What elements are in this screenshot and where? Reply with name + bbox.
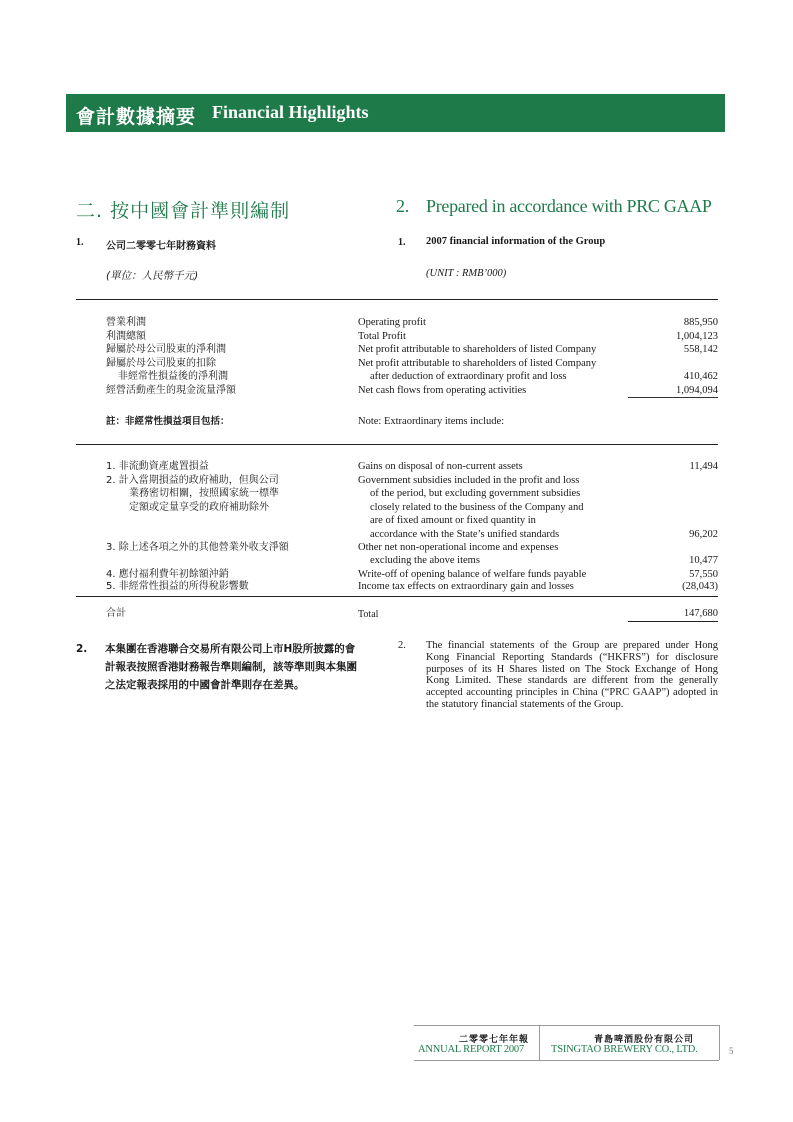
- note2-number-cn: 2.: [76, 643, 88, 655]
- total-value: 147,680: [628, 607, 718, 622]
- item-value: 96,202: [689, 528, 718, 540]
- main-row-label-en: after deduction of extraordinary profit and loss: [370, 371, 567, 382]
- total-label-cn: 合計: [106, 608, 126, 619]
- items-bottom-rule: [76, 596, 718, 597]
- item-label-en: Write-off of opening balance of welfare funds payable: [358, 568, 587, 580]
- main-row-label-cn: 營業利潤: [106, 317, 146, 328]
- section-title-en-text: Prepared in accordance with PRC GAAP: [426, 196, 712, 216]
- item-value: (28,043): [682, 581, 718, 592]
- section-title-en: [396, 196, 712, 217]
- page-number: 5: [729, 1046, 734, 1056]
- main-row-label-en: Net cash flows from operating activities: [358, 384, 527, 396]
- note2-number-en: 2.: [398, 640, 406, 651]
- subsection-title-en: 2007 financial information of the Group: [426, 236, 606, 247]
- main-row-label-cn: 利潤總額: [106, 330, 146, 342]
- item-label-cn: 4. 應付福利費年初餘額沖銷: [106, 568, 229, 580]
- item-label-en: Income tax effects on extraordinary gain and losses: [358, 581, 574, 592]
- item-label-cn: 5. 非經常性損益的所得稅影響數: [106, 581, 249, 592]
- footer-bottom-rule: [414, 1060, 719, 1061]
- main-row-label-en: Total Profit: [358, 330, 406, 342]
- main-row-value: 885,950: [683, 317, 718, 328]
- item-value: 10,477: [689, 555, 718, 566]
- item-label-cn: 1. 非流動資產處置損益: [106, 461, 209, 472]
- item-label-en: are of fixed amount or fixed quantity in: [370, 515, 536, 526]
- footer-top-rule: [414, 1025, 719, 1026]
- item-label-cn: 業務密切相關，按照國家統一標準: [129, 488, 279, 499]
- main-row-label-en: Net profit attributable to shareholders of listed Company: [358, 357, 597, 369]
- main-row-label-cn: 非經常性損益後的淨利潤: [118, 371, 228, 382]
- footer-report-cn: 二零零七年年報: [459, 1035, 530, 1045]
- table-top-rule: [76, 299, 718, 300]
- main-row-label-cn: 歸屬於母公司股東的淨利潤: [106, 344, 226, 355]
- main-row-value: 410,462: [683, 371, 718, 382]
- main-row-value: 558,142: [683, 344, 718, 355]
- total-label-en: Total: [358, 609, 379, 620]
- item-label-en: accordance with the State’s unified standards: [370, 528, 560, 540]
- note2-text-cn: 本集團在香港聯合交易所有限公司上市H股所披露的會計報表按照香港財務報告準則編制，該等準則與本集團之法定報表採用的中國會計準則存在差異。: [105, 643, 357, 691]
- item-label-en: of the period, but excluding government subsidies: [370, 488, 581, 499]
- item-value: 11,494: [689, 461, 718, 472]
- unit-label-en: (UNIT : RMB’000): [426, 268, 507, 279]
- section-number-en: 2.: [396, 196, 409, 216]
- item-label-cn: 3. 除上述各項之外的其他營業外收支淨額: [106, 541, 289, 553]
- footer-company-en: TSINGTAO BREWERY CO., LTD.: [551, 1044, 698, 1055]
- footer-company-cn: 青島啤酒股份有限公司: [594, 1035, 695, 1045]
- item-label-en: Gains on disposal of non-current assets: [358, 461, 523, 472]
- footer-divider: [539, 1025, 540, 1060]
- main-row-value-underlined: 1,094,094: [628, 384, 718, 399]
- note2-text-en: The financial statements of the Group are prepared under Hong Kong Financial Reporting Standards (“HKFRS”) for disclosure purposes of its H Shares listed on The Stock Exchange of Hong Kong Limited. These standards are different from the generally accepted accounting principles in China (“PRC GAAP”) adopted in the statutory financial statements of the Group.: [426, 640, 718, 710]
- items-top-rule: [76, 444, 718, 445]
- subsection-number-cn: 1.: [76, 237, 84, 248]
- header-banner: [66, 94, 725, 132]
- footer-divider: [719, 1025, 720, 1060]
- item-label-en: Government subsidies included in the profit and loss: [358, 474, 580, 486]
- item-label-en: closely related to the business of the Company and: [370, 501, 584, 513]
- banner-title-cn: 會計數據摘要: [76, 106, 197, 128]
- item-label-cn: 定額或定量享受的政府補助除外: [129, 501, 269, 513]
- subsection-title-cn: 公司二零零七年財務資料: [106, 241, 216, 252]
- main-row-label-en: Net profit attributable to shareholders of listed Company: [358, 344, 597, 355]
- main-row-label-cn: 歸屬於母公司股東的扣除: [106, 357, 216, 369]
- note-header-cn: 註：非經常性損益項目包括：: [106, 416, 230, 427]
- item-label-en: Other net non-operational income and expenses: [358, 541, 559, 553]
- item-label-cn: 2. 計入當期損益的政府補助，但與公司: [106, 474, 279, 486]
- main-row-label-en: Operating profit: [358, 317, 426, 328]
- item-label-en: excluding the above items: [370, 555, 480, 566]
- main-row-label-cn: 經營活動產生的現金流量淨額: [106, 384, 236, 396]
- footer-report-en: ANNUAL REPORT 2007: [418, 1044, 525, 1055]
- subsection-number-en: 1.: [398, 237, 406, 248]
- unit-label-cn: (單位：人民幣千元): [106, 270, 199, 282]
- main-row-value: 1,004,123: [676, 330, 718, 342]
- section-title-cn: 二. 按中國會計準則編制: [76, 200, 291, 222]
- banner-title-en: Financial Highlights: [212, 102, 369, 122]
- note-header-en: Note: Extraordinary items include:: [358, 416, 505, 427]
- item-value: 57,550: [689, 568, 718, 580]
